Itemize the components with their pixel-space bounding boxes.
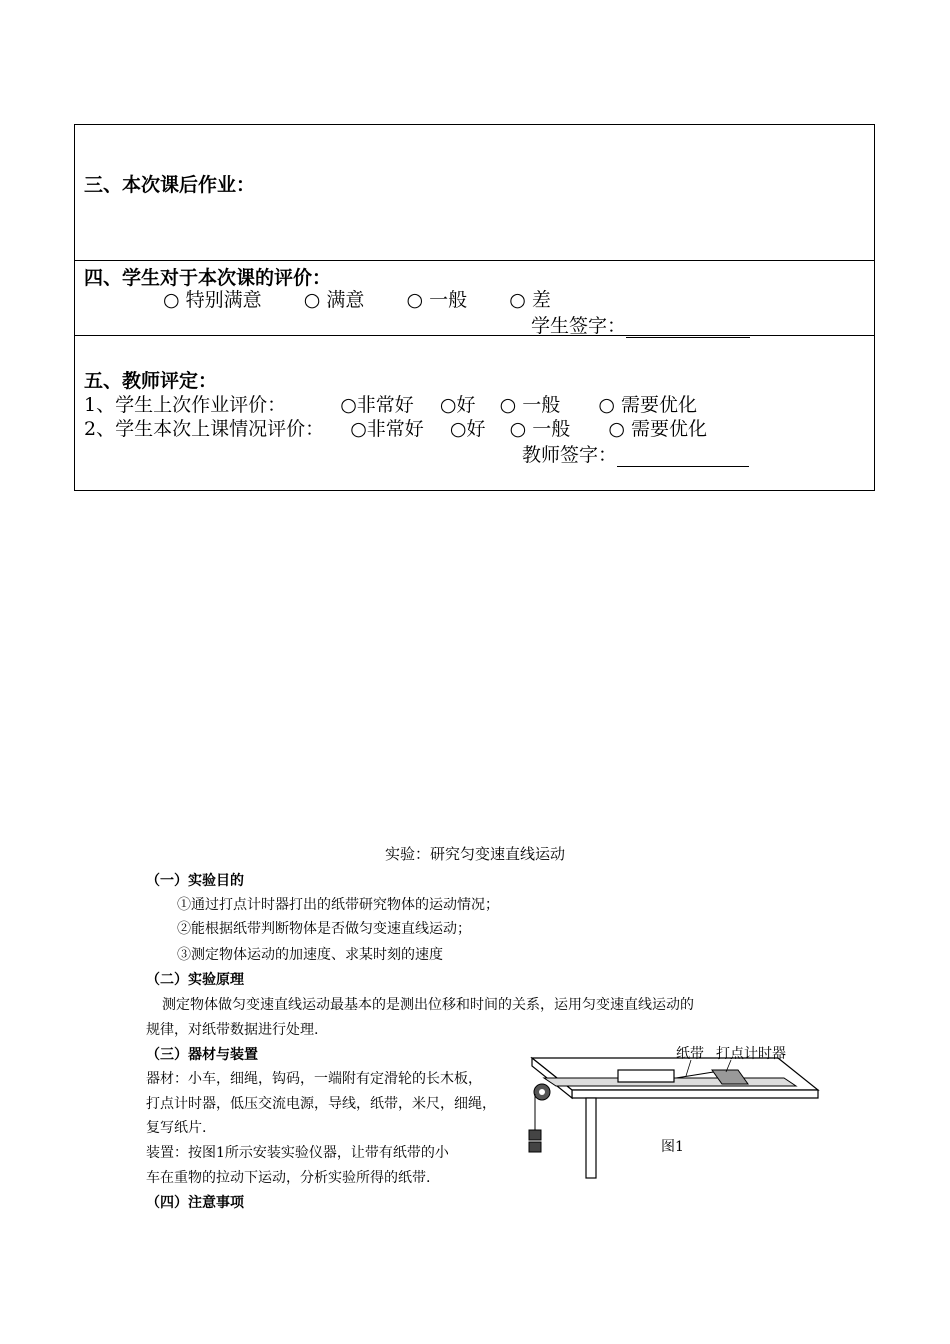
table-edge — [572, 1090, 818, 1098]
teacher-eval-line-2 — [84, 414, 707, 441]
radio-icon[interactable]: ○ — [509, 289, 526, 311]
experiment-title: 实验：研究匀变速直线运动 — [384, 845, 565, 863]
evaluation-table — [74, 124, 875, 491]
table-leg — [586, 1098, 596, 1178]
principle-line: 测定物体做匀变速直线运动最基本的是测出位移和时间的关系，运用匀变速直线运动的 — [162, 997, 694, 1013]
radio-icon[interactable]: ○ — [439, 394, 457, 416]
student-eval-options — [163, 285, 551, 312]
radio-icon[interactable]: ○ — [340, 394, 357, 416]
option-average: 一般 — [429, 289, 468, 311]
teacher-eval-line-2-label: 2、学生本次上课情况评价： — [84, 418, 325, 440]
radio-icon[interactable]: ○ — [509, 418, 527, 440]
teacher-eval-row — [75, 336, 874, 492]
option-poor: 差 — [531, 289, 551, 311]
option-average: 一般 — [522, 394, 561, 416]
cart — [618, 1070, 674, 1082]
radio-icon[interactable]: ○ — [406, 289, 424, 311]
weight — [529, 1142, 541, 1152]
radio-icon[interactable]: ○ — [608, 418, 625, 440]
purpose-item: ③测定物体运动的加速度、求某时刻的速度 — [177, 947, 443, 963]
teacher-signature-field[interactable] — [617, 448, 749, 467]
option-good: 好 — [466, 418, 486, 440]
weight — [529, 1130, 541, 1140]
equipment-line: 打点计时器，低压交流电源，导线，纸带，米尺，细绳， — [146, 1096, 496, 1112]
radio-icon[interactable]: ○ — [303, 289, 321, 311]
section-notes: （四）注意事项 — [146, 1195, 244, 1211]
equipment-line: 车在重物的拉动下运动，分析实验所得的纸带. — [146, 1170, 431, 1186]
label-timer: 打点计时器 — [716, 1046, 786, 1062]
option-excellent: 非常好 — [366, 418, 424, 440]
radio-icon[interactable]: ○ — [350, 418, 367, 440]
radio-icon[interactable]: ○ — [449, 418, 467, 440]
figure-caption: 图1 — [661, 1139, 684, 1155]
principle-line: 规律，对纸带数据进行处理. — [146, 1022, 319, 1038]
label-paper-tape: 纸带 — [676, 1046, 704, 1062]
teacher-eval-line-1-label: 1、学生上次作业评价： — [84, 394, 287, 416]
option-needs-improvement: 需要优化 — [630, 418, 707, 440]
student-eval-row — [75, 261, 874, 336]
option-good: 好 — [456, 394, 476, 416]
homework-row — [75, 125, 874, 261]
purpose-item: ②能根据纸带判断物体是否做匀变速直线运动； — [177, 921, 471, 937]
teacher-signature-label: 教师签字： — [522, 444, 618, 466]
section-equipment: （三）器材与装置 — [146, 1047, 258, 1063]
teacher-signature — [522, 440, 749, 467]
equipment-line: 装置：按图1所示安装实验仪器，让带有纸带的小 — [146, 1145, 449, 1161]
student-signature — [531, 311, 750, 338]
homework-heading: 三、本次课后作业： — [84, 174, 256, 196]
pulley-hub — [539, 1089, 545, 1095]
option-satisfied: 满意 — [326, 289, 365, 311]
student-signature-label: 学生签字： — [531, 315, 627, 337]
teacher-eval-heading: 五、教师评定： — [84, 370, 218, 392]
option-excellent: 非常好 — [356, 394, 414, 416]
radio-icon[interactable]: ○ — [598, 394, 615, 416]
section-principle: （二）实验原理 — [146, 972, 244, 988]
purpose-item: ①通过打点计时器打出的纸带研究物体的运动情况； — [177, 897, 499, 913]
section-purpose: （一）实验目的 — [146, 873, 244, 889]
equipment-line: 复写纸片. — [146, 1120, 207, 1136]
radio-icon[interactable]: ○ — [163, 289, 180, 311]
option-needs-improvement: 需要优化 — [620, 394, 697, 416]
teacher-eval-line-1 — [84, 390, 697, 417]
option-very-satisfied: 特别满意 — [185, 289, 262, 311]
student-eval-heading: 四、学生对于本次课的评价： — [84, 267, 332, 289]
equipment-line: 器材：小车，细绳，钩码，一端附有定滑轮的长木板， — [146, 1071, 482, 1087]
option-average: 一般 — [532, 418, 571, 440]
radio-icon[interactable]: ○ — [499, 394, 517, 416]
